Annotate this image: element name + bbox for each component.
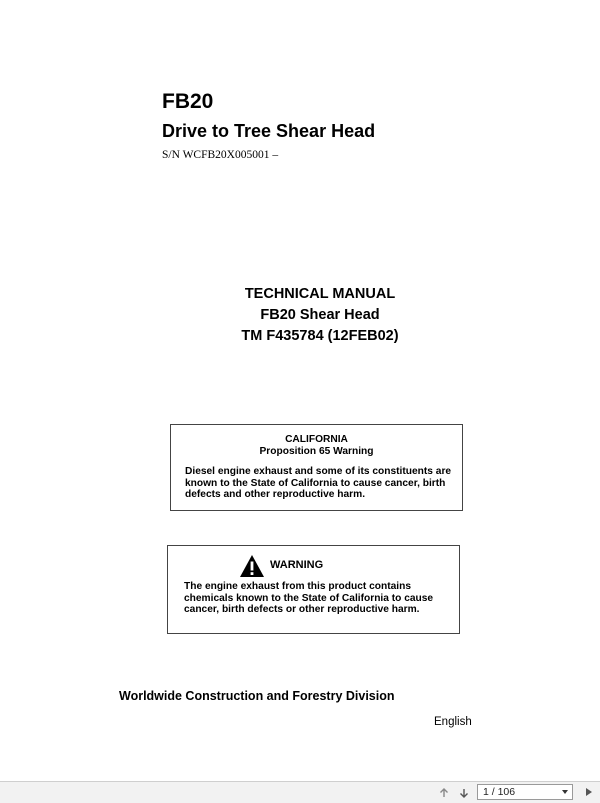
page-indicator: 1 / 106: [483, 786, 516, 798]
chevron-down-icon: [562, 790, 568, 794]
arrow-up-icon: [439, 788, 449, 798]
manual-heading: TECHNICAL MANUAL: [244, 286, 396, 302]
warning-heading: WARNING: [270, 559, 324, 572]
warning-triangle-icon: [239, 554, 265, 578]
california-notice-header: [171, 434, 462, 457]
model-title: FB20: [162, 90, 214, 113]
viewer-toolbar: [0, 781, 600, 803]
serial-number: S/N WCFB20X005001 –: [162, 149, 279, 161]
warning-header: [239, 554, 323, 578]
proposition-heading: Proposition 65 Warning: [259, 445, 374, 457]
warning-notice-box: [167, 545, 460, 634]
manual-info: [200, 284, 440, 347]
scroll-right-icon[interactable]: [585, 788, 593, 796]
california-heading: CALIFORNIA: [285, 434, 348, 445]
manual-product: FB20 Shear Head: [260, 307, 380, 323]
warning-notice-text: The engine exhaust from this product contains chemicals known to the State of California to cause cancer, birth defects or other reproductive harm.: [184, 581, 434, 615]
manual-number: TM F435784 (12FEB02): [241, 328, 399, 344]
next-page-button[interactable]: [457, 786, 471, 800]
page-number-select[interactable]: [477, 784, 573, 800]
arrow-down-icon: [459, 788, 469, 798]
california-notice-text: Diesel engine exhaust and some of its constituents are known to the State of California to cause cancer, birth defects and other reproductive harm.: [185, 466, 452, 500]
document-subtitle: Drive to Tree Shear Head: [162, 121, 376, 141]
california-notice-box: [170, 424, 463, 511]
previous-page-button[interactable]: [437, 786, 451, 800]
division-name: Worldwide Construction and Forestry Division: [119, 689, 395, 703]
document-language: English: [434, 716, 472, 728]
